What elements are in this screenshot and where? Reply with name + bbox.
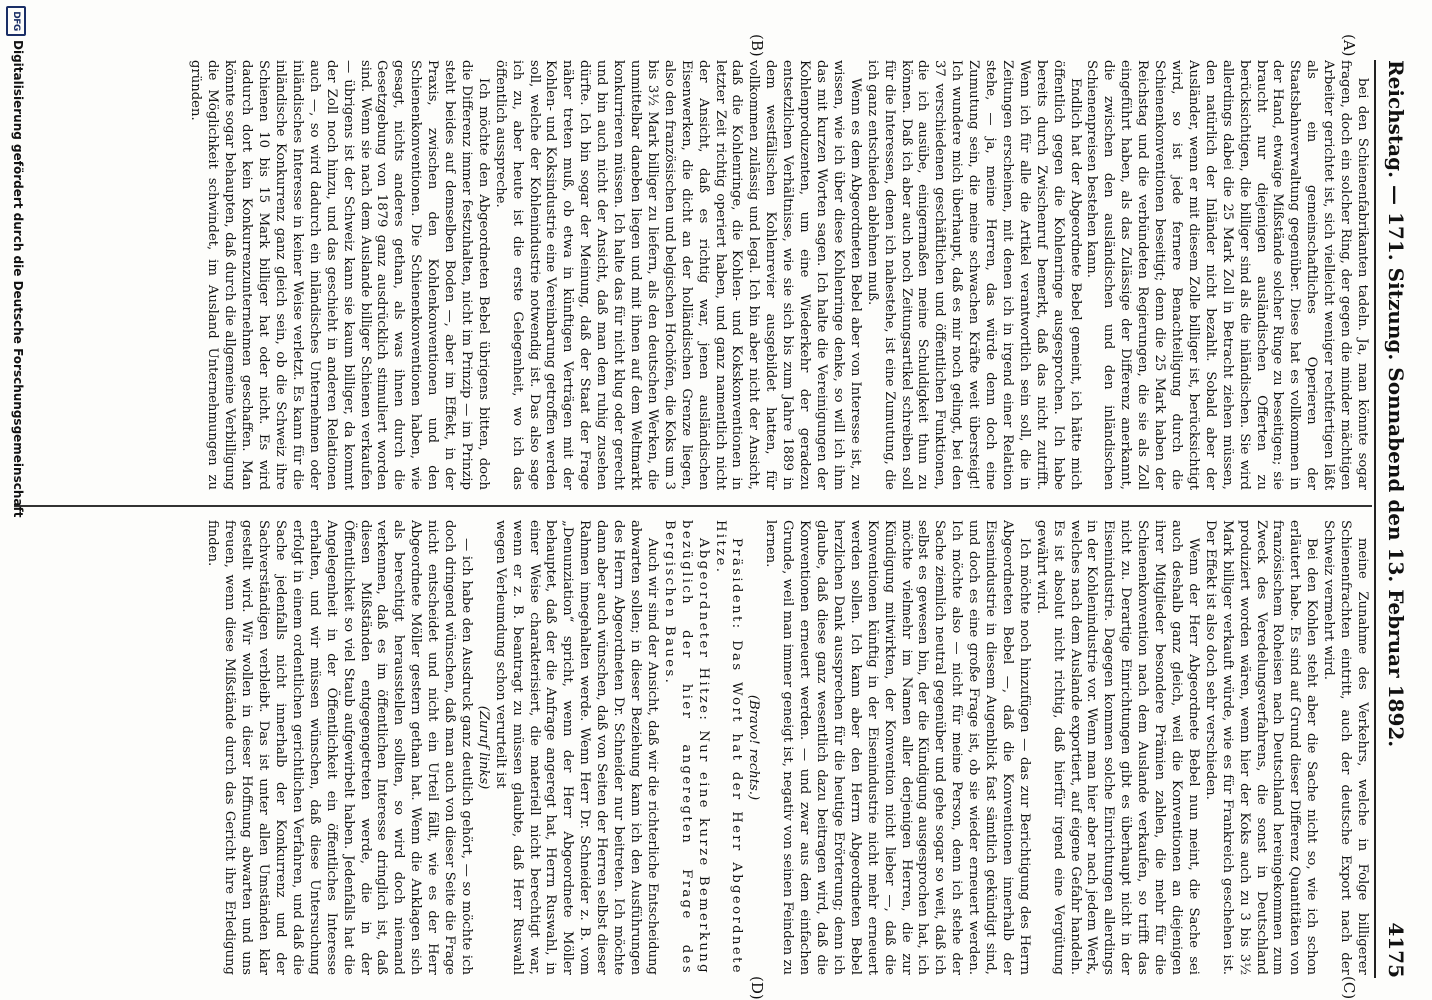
- paragraph: Bei den Kohlen steht aber die Sache nicht so, wie ich schon erläutert habe. Es sind auf Grund dieser Differenz Quantitäten von französischem Roheisen nach Deutschland hereingekommen zum Zweck des Veredelungsverfahrens, die sonst in Deutschland produziert worden wären, wenn hier der Koks auch zu 3 bis 3½ Mark billiger verkauft würde, wie es für Frankreich geschehen ist. Der Effekt ist also doch sehr verschieden.: [1202, 520, 1320, 975]
- margin-mark-a: (A): [1340, 34, 1358, 57]
- margin-mark-b: (B): [748, 34, 766, 57]
- paragraph: — ich habe den Ausdruck ganz deutlich gehört, — so möchte ich doch dringend wünschen, daß man auch von dieser Seite die Frage nicht entscheidet und nicht ein Urteil fällt, wie es der Herr Abgeordnete Möller gestern gethan hat. Wenn die Anklagen sich als berechtigt herausstellen sollten, so wird doch niemand verkennen, daß es im öffentlichen Interesse dringlich ist, daß diesen Mißständen entgegengetreten werde, die in der Öffentlichkeit so viel Staub aufgewirbelt haben. Jedenfalls hat die Angelegenheit in der Öffentlichkeit ein öffentliches Interesse erhalten, und wir müssen wünschen, daß diese Untersuchung erfolgt in einem ordentlichen gerichtlichen Verfahren, und daß die Sache jedenfalls nicht innerhalb der Konkurrenz und der Sachverständigen verbleibt. Das ist unter allen Umständen klar gestellt wird. Wir wollen in dieser Hoffnung abwarten und uns freuen, wenn diese Mißstände durch das Gericht ihre Erledigung finden.: [205, 520, 474, 975]
- dfg-logo-icon: DFG: [6, 6, 26, 36]
- speaker-hitze-line: Abgeordneter Hitze: Nur eine kurze Bemerkung bezüglich der hier angeregten Frage des Bergischen Baues.: [661, 520, 711, 975]
- interjection-note: (Zuruf links): [475, 705, 491, 790]
- paragraph: Wenn der Herr Abgeordnete Bebel nun meint, die Sache sei auch deshalb ganz gleich, weil die Konventionen an diejenigen ihrer Mitglieder besondere Prämien zahlen, die mehr für die Schienenkonvention nach dem Auslande verkaufen, so trifft das nicht zu. Derartige Einrichtungen gibt es überhaupt nicht in der Eisenindustrie. Dagegen kommen solche Einrichtungen allerdings in der Kohlenindustrie vor. Wenn man hier aber nach jedem Werk, welches nach dem Auslande exportiert, auf eigene Gefahr handeln. Es ist absolut nicht richtig, daß hierfür irgend eine Vergütung gewährt wird.: [1033, 520, 1201, 975]
- paragraph: Endlich hat der Abgeordnete Bebel gemeint, ich hätte mich öffentlich gegen die Kohlenringe ausgesprochen. Ich habe bereits durch Zwischenruf bemerkt, daß das nicht zutrifft. Wenn ich für alle die Artikel verantwortlich sein soll, die in Zeitungen erscheinen, mit denen ich in irgend einer Relation stehe, — ja, meine Herren, das würde denn doch eine Zumutung sein, die meine schwachen Kräfte weit übersteigt! Ich wundere mich überhaupt, daß es mir noch gelingt, bei den 37 verschiedenen geschäftlichen und öffentlichen Funktionen, die ich ausübe, einigermaßen meine Schuldigkeit thun zu können. Daß ich aber auch noch Zeitungsartikel schreiben soll für die Interessen, denen ich nahestehe, ist eine Zumutung, die ich ganz entschieden ablehnen muß.: [864, 60, 1083, 490]
- paragraph: meine Zunahme des Verkehrs, welche in Folge billigerer Schienenfrachten eintritt, auch der deutsche Export nach der Schweiz vermehrt wird.: [1321, 520, 1370, 975]
- applause-note: (Bravo! rechts.): [746, 694, 762, 801]
- funding-note: Digitalisierung gefördert durch die Deutsche Forschungsgemeinschaft: [11, 40, 25, 518]
- page-number: 4175: [1384, 922, 1408, 978]
- text-column-right: [20, 520, 1370, 975]
- margin-mark-d: (D): [748, 976, 766, 1000]
- text-column-left: [20, 60, 1370, 490]
- page-header: [1376, 60, 1416, 978]
- header-session-title: Reichstag. — 171. Sitzung. Sonnabend den 13. Februar 1892.: [1384, 60, 1408, 748]
- header-rule: [1374, 60, 1376, 978]
- paragraph: Auch wir sind der Ansicht, daß wir die richterliche Entscheidung abwarten sollen; in dieser Beziehung kann ich den Ausführungen des Herrn Abgeordneten Dr. Schneider nur beitreten. Ich möchte dann aber auch wünschen, daß von Seiten der Herren selbst dieser Rahmen innegehalten werde. Wenn Herr Dr. Schneider z. B. vom „Denunziation“ spricht, wenn der Herr Abgeordnete Möller behauptet, daß der die Anfrage angeregt hat, Herrn Ruswahl, in einer Weise charakterisiert, die materiell nicht berechtigt war, wenn er z. B. beantragt zu müssen glaubte, daß Herr Ruswahl wegen Verleumdung schon verurteilt ist: [492, 520, 660, 975]
- digitization-footer: [6, 0, 28, 1000]
- paragraph: Ich möchte noch hinzufügen — das zur Berichtigung des Herrn Abgeordneten Bebel —, daß die Konventionen innerhalb der Eisenindustrie in diesem Augenblick fast sämtlich gekündigt sind, und doch es eine große Frage ist, ob sie wieder erneuert werden. Ich möchte also — nicht für meine Person, denn ich stehe der Sache ziemlich neutral gegenüber und gehe sogar so weit, daß ich selbst es gewesen bin, der die Kündigung ausgesprochen hat, ich möchte vielmehr im Namen aller derjenigen Herren, die zur Kündigung mitwirkten, der Konvention nicht lieber —, daß die Konventionen künftig in der Eisenindustrie nicht mehr erneuert werden sollen. Ich kann aber den Herrn Abgeordneten Bebel herzlichen Dank aussprechen für die heutige Erörterung; denn ich glaube, daß diese ganz wesentlich dazu beitragen wird, daß die Konventionen erneuert werden. — und zwar aus dem einfachen Grunde, weil man immer geneigt ist, negativ von seinen Feinden zu lernen.: [763, 520, 1032, 975]
- paragraph: bei den Schienenfabrikanten tadeln. Ja, man könnte sogar fragen, doch ein solcher Ring, der gegen die minder mächtigen Arbeiter gerichtet ist, sich vielleicht weniger rechtfertigen läßt als ein gemeinschaftliches Operieren der Staatsbahnverwaltung gegenüber. Diese hat es vollkommen in der Hand, etwaige Mißstände solcher Ringe zu beseitigen; sie braucht nur diejenigen ausländischen Offerten zu berücksichtigen, die billiger sind als die inländischen. Sie wird allerdings dabei die 25 Mark Zoll in Betracht ziehen müssen, den natürlich der Inländer nicht bezahlt. Sobald aber der Ausländer, wenn er mit diesem Zolle billiger ist, berücksichtigt wird, so ist jede fernere Benachteiligung durch die Schienenkonventionen beseitigt; denn die 25 Mark haben der Reichstag und die verbündeten Regierungen, die sie als Zoll eingeführt haben, als das Zulässige der Differenz anerkannt, die zwischen den ausländischen und den inländischen Schienenpreisen bestehen kann.: [1084, 60, 1370, 490]
- paragraph: Wenn es dem Abgeordneten Bebel aber von Interesse ist, zu wissen, wie ich über diese Kohlenringe denke, so will ich ihm das mit kurzen Worten sagen. Ich halte die Vereinigungen der Kohlenproduzenten, um eine Wiederkehr der geradezu entsetzlichen Verhältnisse, wie sie sich bis zum Jahre 1889 in dem westfälischen Kohlenrevier ausgebildet hatten, für vollkommen zulässig und legal. Ich bin aber nicht der Ansicht, daß die Kohlenringe, die Kohlen- und Kokskonventionen in letzter Zeit richtig operiert haben, und ganz namentlich nicht der Ansicht, daß es richtig war, jenen ausländischen Eisenwerken, die dicht an der holländischen Grenze liegen, also den französischen und belgischen Hochöfen, die Koks um 3 bis 3½ Mark billiger zu liefern, als den deutschen Werken, die unmittelbar daneben liegen und mit ihnen auf dem Weltmarkt konkurrieren müssen. Ich halte das für nicht klug oder gerecht und bin auch nicht der Ansicht, daß man dem ruhig zusehen dürfte. Ich bin sogar der Meinung, daß der Staat der Frage näher treten muß, ob etwa in künftigen Verträgen mit der Kohlen- und Koksindustrie eine Vereinbarung getroffen werden soll, welche der Kohlenindustrie notwendig ist. Das also sage ich zu, aber heute ist die erste Gelegenheit, wo ich das öffentlich ausspreche.: [492, 60, 863, 490]
- president-speaker-line: Präsident: Das Wort hat der Herr Abgeordnete Hitze.: [712, 520, 745, 975]
- column-divider: [14, 505, 1372, 507]
- paragraph: Ich möchte den Abgeordneten Bebel übrigens bitten, doch die Differenz immer festzuhalten, nicht im Prinzip — im Prinzip steht beides auf demselben Boden —, aber im Effekt, in der Praxis, zwischen den Kohlenkonventionen und den Schienenkonventionen. Die Schienenkonventionen haben, wie gesagt, nichts anderes gethan, als was ihnen durch die Gesetzgebung von 1879 ganz ausdrücklich stimuliert worden sind. Wenn sie nach dem Auslande billiger Schienen verkaufen — übrigens ist der Schweiz kann sie kaum billiger, da kommt der Zoll noch hinzu, und das geschieht in anderen Relationen auch —, so wird dadurch ein inländisches Unternehmen oder inländisches Interesse in keiner Weise verletzt. Es kann für die inländische Konkurrenz ganz gleich sein, ob die Schweiz ihre Schienen 10 bis 15 Mark billiger hat oder nicht. Es wird dadurch dort kein Konkurrenzunternehmen geschaffen. Man könnte sogar behaupten, daß durch die allgemeine Verbilligung die Möglichkeit schwindet, im Ausland Unternehmungen zu gründen.: [188, 60, 491, 490]
- margin-mark-c: (C): [1340, 976, 1358, 1000]
